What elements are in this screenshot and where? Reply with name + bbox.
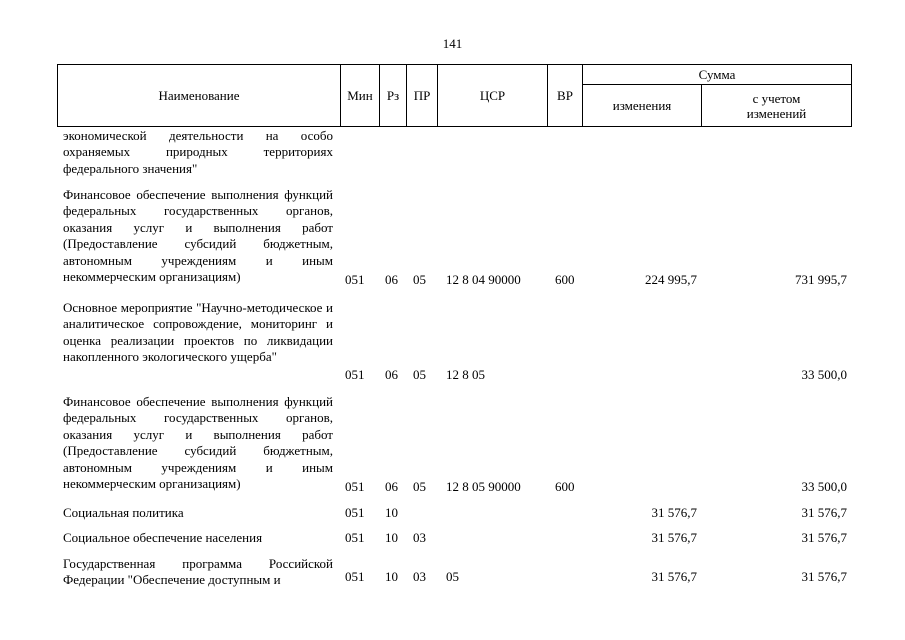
row-total: 33 500,0 bbox=[801, 367, 847, 382]
row-csr: 05 bbox=[446, 569, 459, 584]
row-min: 051 bbox=[345, 479, 365, 494]
row-csr: 12 8 05 90000 bbox=[446, 479, 521, 494]
row-change: 31 576,7 bbox=[651, 505, 697, 520]
header-rz: Рз bbox=[386, 88, 400, 103]
row-rz: 10 bbox=[385, 505, 398, 520]
row-pr: 05 bbox=[413, 272, 426, 287]
row-pr: 03 bbox=[413, 530, 426, 545]
row-total: 731 995,7 bbox=[795, 272, 847, 287]
row-name: Социальное обеспечение населения bbox=[63, 530, 263, 545]
row-total: 31 576,7 bbox=[801, 569, 847, 584]
header-pr: ПР bbox=[413, 88, 431, 103]
row-total: 33 500,0 bbox=[801, 479, 847, 494]
row-csr: 12 8 04 90000 bbox=[446, 272, 521, 287]
row-name: Государственная программа Российской Федерации "Обеспечение доступным и bbox=[63, 556, 333, 588]
row-total: 31 576,7 bbox=[801, 530, 847, 545]
row-vr: 600 bbox=[555, 272, 575, 287]
row-pr: 05 bbox=[413, 479, 426, 494]
row-min: 051 bbox=[345, 505, 365, 520]
row-change: 224 995,7 bbox=[645, 272, 697, 287]
row-min: 051 bbox=[345, 367, 365, 382]
row-rz: 10 bbox=[385, 569, 398, 584]
header-min: Мин bbox=[347, 88, 373, 103]
row-min: 051 bbox=[345, 272, 365, 287]
row-name: Основное мероприятие "Научно-методическое и аналитическое сопровождение, мониторинг и оценка реализации проектов по ликвидации накопленного экологического ущерба" bbox=[63, 300, 333, 365]
header-total: с учетом изменений bbox=[746, 90, 807, 121]
row-rz: 06 bbox=[385, 272, 398, 287]
row-name: Социальная политика bbox=[63, 505, 184, 520]
row-total: 31 576,7 bbox=[801, 505, 847, 520]
page-number: 141 bbox=[442, 36, 463, 51]
header-vr: ВР bbox=[557, 88, 573, 103]
row-change: 31 576,7 bbox=[651, 530, 697, 545]
header-change: изменения bbox=[612, 98, 672, 113]
row-name: Финансовое обеспечение выполнения функций федеральных государственных органов, оказания услуг и выполнения работ (Предоставление субсидий бюджетным, автономным учреждениям и иным некоммерческим организациям) bbox=[63, 394, 333, 492]
row-name: Финансовое обеспечение выполнения функций федеральных государственных органов, оказания услуг и выполнения работ (Предоставление субсидий бюджетным, автономным учреждениям и иным некоммерческим организациям) bbox=[63, 187, 333, 285]
row-min: 051 bbox=[345, 569, 365, 584]
row-name: экономической деятельности на особо охраняемых природных территориях федерального значения" bbox=[63, 128, 333, 176]
row-vr: 600 bbox=[555, 479, 575, 494]
row-rz: 06 bbox=[385, 479, 398, 494]
row-pr: 05 bbox=[413, 367, 426, 382]
row-change: 31 576,7 bbox=[651, 569, 697, 584]
row-csr: 12 8 05 bbox=[446, 367, 485, 382]
row-pr: 03 bbox=[413, 569, 426, 584]
row-min: 051 bbox=[345, 530, 365, 545]
header-csr: ЦСР bbox=[479, 88, 506, 103]
row-rz: 10 bbox=[385, 530, 398, 545]
header-sum: Сумма bbox=[698, 67, 736, 82]
header-name: Наименование bbox=[158, 88, 240, 103]
row-rz: 06 bbox=[385, 367, 398, 382]
